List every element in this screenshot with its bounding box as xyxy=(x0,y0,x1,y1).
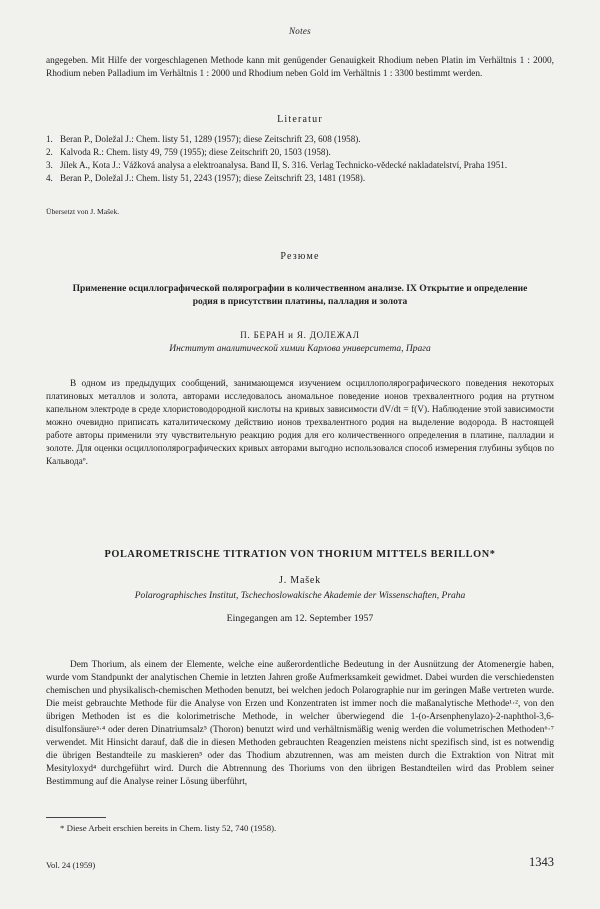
article-title: POLAROMETRISCHE TITRATION VON THORIUM MITTELS BERILLON* xyxy=(104,549,496,560)
reference-number: 3. xyxy=(46,160,53,170)
translator-note: Übersetzt von J. Mašek. xyxy=(46,207,120,216)
resume-heading: Резюме xyxy=(280,251,320,262)
reference-list xyxy=(46,133,554,185)
reference-item xyxy=(46,133,554,146)
intro-paragraph-block xyxy=(46,55,554,81)
resume-authors: П. БЕРАН и Я. ДОЛЕЖАЛ xyxy=(240,330,360,340)
reference-number: 4. xyxy=(46,173,53,183)
article-body-block xyxy=(46,659,554,789)
reference-item xyxy=(46,146,554,159)
resume-institution: Институт аналитической химии Карлова университета, Прага xyxy=(169,344,431,354)
resume-abstract: В одном из предыдущих сообщений, занимающемся изучением осциллополярографического поведения некоторых платиновых металлов и золота, авторами исследовалось аномальное поведение ионов трехвалентного родия на ртутном капельном электроде в среде хлористоводородной кислоты на кривых зависимости dV/dt = f(V). Наблюдение этой зависимости можно очевидно приписать каталитическому действию ионов трехвалентного родия на выделение водорода. В настоящей работе авторы применили эту чувствительную реакцию родия для его количественного определения в платине, палладии и золоте. Для оценки осциллополярографических кривых авторами выгодно использовался способ измерения глубины зубцов по Кальводаº. xyxy=(46,379,554,467)
literature-heading: Literatur xyxy=(277,114,323,125)
page-number: 1343 xyxy=(529,855,554,869)
article-author: J. Mašek xyxy=(279,575,321,586)
reference-text: Jílek A., Kota J.: Vážková analysa a elektroanalysa. Band II, S. 316. Verlag Technicko-vědecké nakladatelství, Praha 1951. xyxy=(60,160,508,170)
running-head: Notes xyxy=(288,26,311,36)
reference-number: 1. xyxy=(46,134,53,144)
reference-text: Kalvoda R.: Chem. listy 49, 759 (1955); diese Zeitschrift 20, 1503 (1958). xyxy=(60,147,331,157)
article-body: Dem Thorium, als einem der Elemente, welche eine außerordentliche Bedeutung in der Ausnützung der Atomenergie haben, wurde vom Standpunkt der analytischen Chemie in letzten Jahren große Aufmerksamkeit gewidmet. Dabei wurden die verschiedensten chemischen und physikalisch-chemischen Methoden benutzt, bei welchen jedoch Polarographie nur im geringen Maße vertreten wurde. Die meist gebrauchte Methode für die Analyse von Erzen und Konzentraten ist immer noch die maßanalytische Methode¹·², von den übrigen Methoden ist es die kolorimetrische Methode, in welcher überwiegend die 1-(o-Arsenphenylazo)-2-naphthol-3,6-disulfonsäure³·⁴ oder deren Dinatriumsalz⁵ (Thoron) benutzt wird und verhältnismäßig wenig werden die volumetrischen Methoden⁶·⁷ verwendet. Mit Hinsicht darauf, daß die in diesen Methoden gebrauchten Reagenzien meistens nicht spezifisch sind, ist es notwendig die übrigen Bestandteile zu maskieren⁵ oder das Thodium abzutrennen, was am meisten durch die Extraktion von Nitrat mit Mesityloxyd⁴ durchgeführt wird. Durch die Abtrennung des Thoriums von den übrigen Bestandteilen wird das Problem seiner Bestimmung auf die Analyse reiner Lösung überführt, xyxy=(46,660,554,787)
footnote-rule xyxy=(46,817,106,818)
volume-info: Vol. 24 (1959) xyxy=(46,860,96,870)
resume-abstract-block xyxy=(46,378,554,469)
reference-item xyxy=(46,172,554,185)
reference-text: Beran P., Doležal J.: Chem. listy 51, 2243 (1957); diese Zeitschrift 23, 1481 (1958). xyxy=(60,173,366,183)
reference-text: Beran P., Doležal J.: Chem. listy 51, 1289 (1957); diese Zeitschrift 23, 608 (1958). xyxy=(60,134,361,144)
footnote: * Diese Arbeit erschien bereits in Chem. listy 52, 740 (1958). xyxy=(60,823,277,833)
resume-title: Применение осциллографической полярографии в количественном анализе. IX Открытие и определение родия в присутствии платины, палладия и золота xyxy=(72,284,528,307)
intro-paragraph: angegeben. Mit Hilfe der vorgeschlagenen Methode kann mit genügender Genauigkeit Rhodium neben Platin im Verhältnis 1 : 2000, Rhodium neben Palladium im Verhältnis 1 : 2000 und Rhodium neben Gold im Verhältnis 1 : 3300 bestimmt werden. xyxy=(46,56,554,79)
reference-item xyxy=(46,159,554,172)
article-institution: Polarographisches Institut, Tschechoslowakische Akademie der Wissenschaften, Praha xyxy=(134,591,466,601)
reference-number: 2. xyxy=(46,147,53,157)
article-received-date: Eingegangen am 12. September 1957 xyxy=(226,613,374,624)
